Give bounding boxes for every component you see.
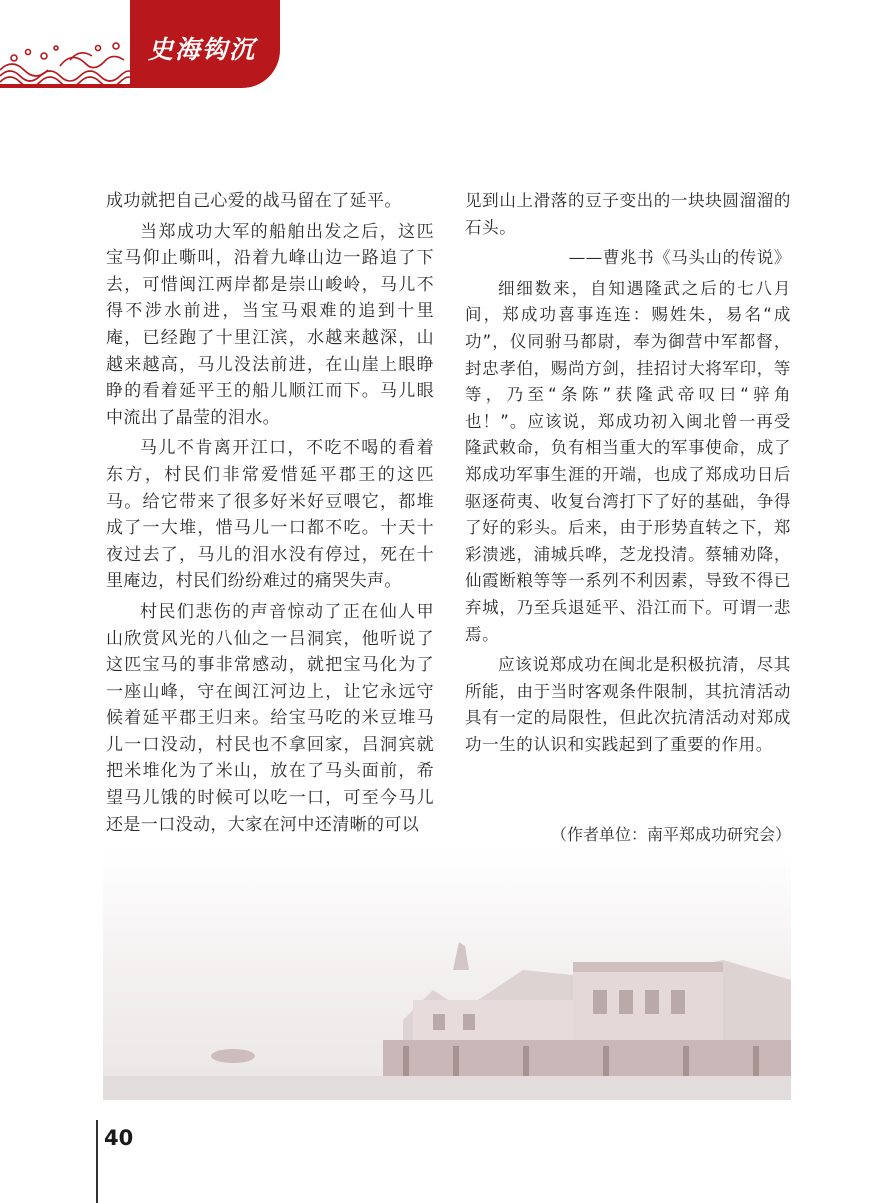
paragraph: 村民们悲伤的声音惊动了正在仙人甲山欣赏风光的八仙之一吕洞宾，他听说了这匹宝马的事非常感动，就把宝马化为了一座山峰，守在闽江河边上，让它永远守候着延平郡王归来。给宝马吃的米豆堆马儿一口没动，村民也不拿回家，吕洞宾就把米堆化为了米山，放在了马头面前，希望马儿饿的时候可以吃一口，可至今马儿还是一口没动，大家在河中还清晰的可以 <box>106 601 434 835</box>
paragraph: 当郑成功大军的船舶出发之后，这匹宝马仰止嘶叫，沿着九峰山边一路追了下去，可惜闽江两岸都是崇山峻岭，马儿不得不涉水前进，当宝马艰难的追到十里庵，已经跑了十里江滨，水越来越深，山越来越高，马儿没法前进，在山崖上眼睁睁的看着延平王的船儿顺江而下。马儿眼中流出了晶莹的泪水。 <box>106 221 434 428</box>
page-number: 40 <box>104 1126 134 1150</box>
page-rule <box>96 1120 98 1203</box>
wave-ornament-icon <box>0 36 134 88</box>
author-note: （作者单位：南平郑成功研究会） <box>550 825 791 844</box>
right-column <box>465 188 791 762</box>
section-header <box>0 0 280 88</box>
paragraph: 细细数来，自知遇隆武之后的七八月间，郑成功喜事连连：赐姓朱，易名“成功”，仪同驸马都尉，奉为御营中军都督，封忠孝伯，赐尚方剑，挂招讨大将军印，等等，乃至“条陈”获隆武帝叹曰“骍角也！”。应该说，郑成功初入闽北曾一再受隆武敕命，负有相当重大的军事使命，成了郑成功军事生涯的开端，也成了郑成功日后驱逐荷夷、收复台湾打下了好的基础，争得了好的彩头。后来，由于形势直转之下，郑彩溃逃，浦城兵哗，芝龙投清。蔡辅劝降，仙霞断粮等等一系列不利因素，导致不得已弃城，乃至兵退延平、沿江而下。可谓一悲焉。 <box>465 278 791 644</box>
paragraph: 应该说郑成功在闽北是积极抗清，尽其所能，由于当时客观条件限制，其抗清活动具有一定的局限性，但此次抗清活动对郑成功一生的认识和实践起到了重要的作用。 <box>465 655 791 754</box>
section-title: 史海钩沉 <box>148 35 257 64</box>
paragraph: 成功就把自己心爱的战马留在了延平。 <box>106 191 402 211</box>
left-column <box>106 188 434 842</box>
paragraph: 见到山上滑落的豆子变出的一块块圆溜溜的石头。 <box>465 191 791 237</box>
citation: ——曹兆书《马头山的传说》 <box>568 248 791 268</box>
faded-harbor-photo <box>103 850 791 1100</box>
paragraph: 马儿不肯离开江口，不吃不喝的看着东方，村民们非常爱惜延平郡王的这匹马。给它带来了很多好米好豆喂它，都堆成了一大堆，惜马儿一口都不吃。十天十夜过去了，马儿的泪水没有停过，死在十里庵边，村民们纷纷难过的痛哭失声。 <box>106 438 434 592</box>
